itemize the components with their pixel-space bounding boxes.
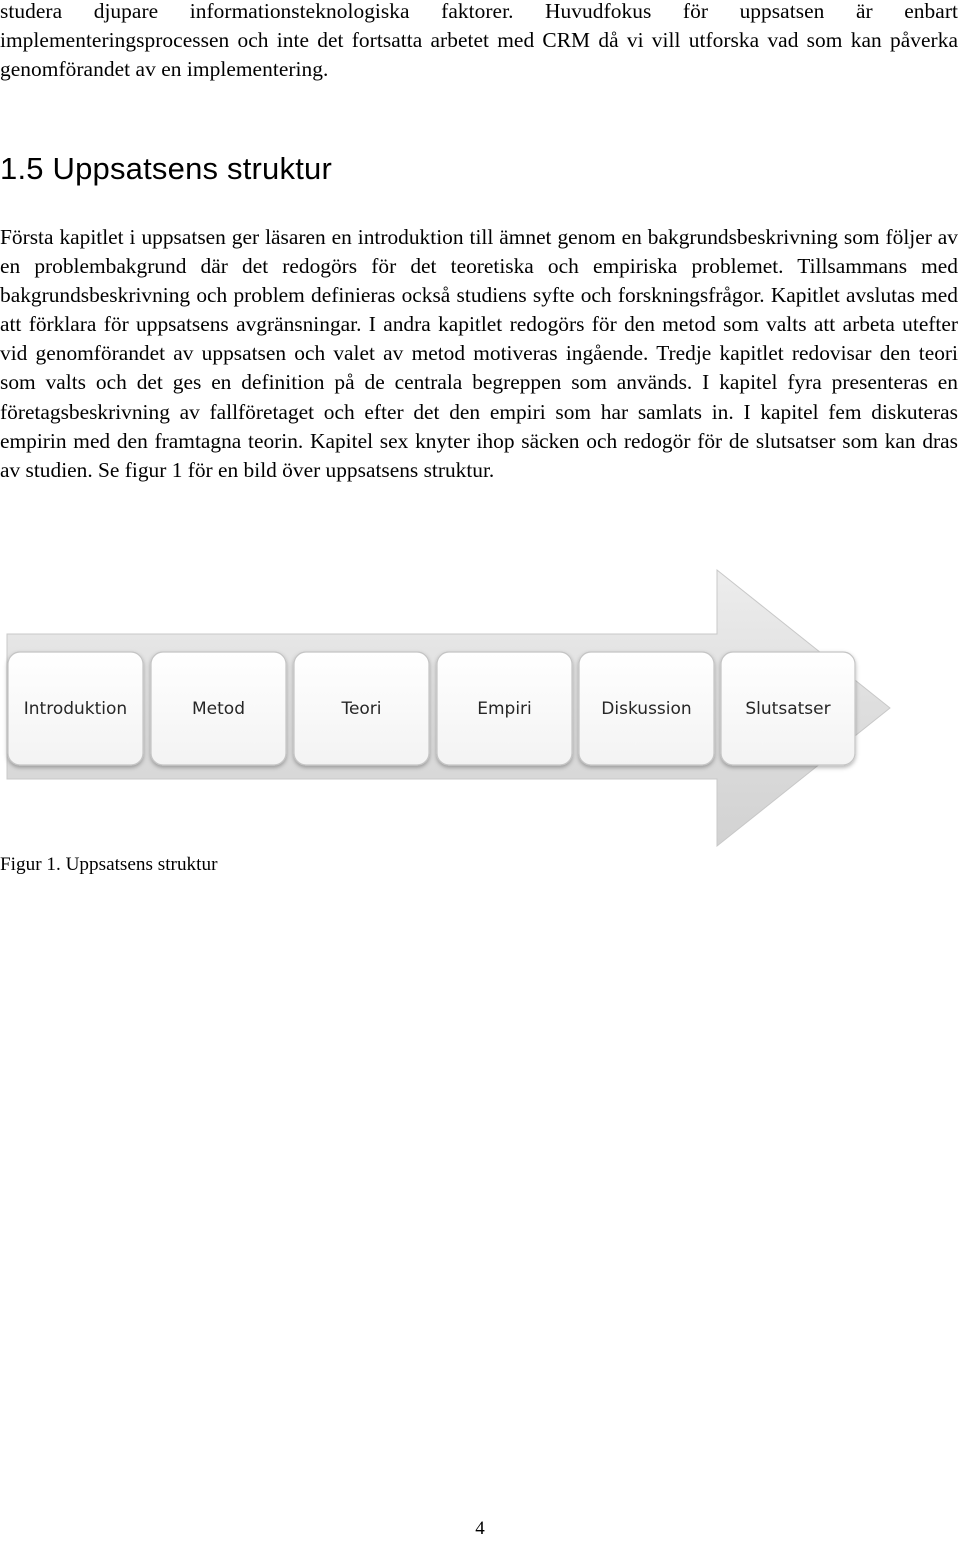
step-label-teori: Teori (341, 699, 382, 719)
section-heading: 1.5 Uppsatsens struktur (0, 151, 332, 186)
structure-step-5 (579, 652, 714, 765)
intro-paragraph: studera djupare informationsteknologiska faktorer. Huvudfokus för uppsatsen är enbart implementeringsprocessen och inte det fortsatta arbetet med CRM då vi vill utforska vad som kan påverka genomförandet av en implementering. (0, 0, 958, 82)
body-paragraph: Första kapitlet i uppsatsen ger läsaren en introduktion till ämnet genom en bakgrundsbeskrivning som följer av en problembakgrund där det redogörs för det teoretiska och empiriska problemet. Tillsammans med bakgrundsbeskrivning och problem definieras också studiens syfte och forskningsfrågor. Kapitlet avslutas med att förklara för uppsatsens avgränsningar. I andra kapitlet redogörs för den metod som valts att arbeta utefter vid genomförandet av uppsatsen och valet av metod motiveras ingående. Tredje kapitlet redovisar den teori som valts och det ges en definition på de centrala begreppen som används. I kapitel fyra presenteras en företagsbeskrivning av fallföretaget och efter det den empiri som har samlats in. I kapitel fem diskuteras empirin med den framtagna teorin. Kapitel sex knyter ihop säcken och redogör för de slutsatser som kan dras av studien. Se figur 1 för en bild över uppsatsens struktur. (0, 225, 958, 482)
step-label-slutsatser: Slutsatser (745, 699, 831, 719)
structure-diagram (0, 565, 960, 850)
step-label-diskussion: Diskussion (601, 699, 692, 719)
step-label-empiri: Empiri (477, 699, 532, 719)
page-number: 4 (475, 1518, 485, 1539)
step-label-metod: Metod (192, 699, 245, 719)
structure-step-6 (721, 652, 855, 765)
structure-step-1 (8, 652, 143, 765)
structure-step-2 (151, 652, 286, 765)
structure-step-3 (294, 652, 429, 765)
figure-caption: Figur 1. Uppsatsens struktur (0, 854, 218, 875)
structure-step-4 (437, 652, 572, 765)
step-label-introduktion: Introduktion (23, 699, 128, 719)
